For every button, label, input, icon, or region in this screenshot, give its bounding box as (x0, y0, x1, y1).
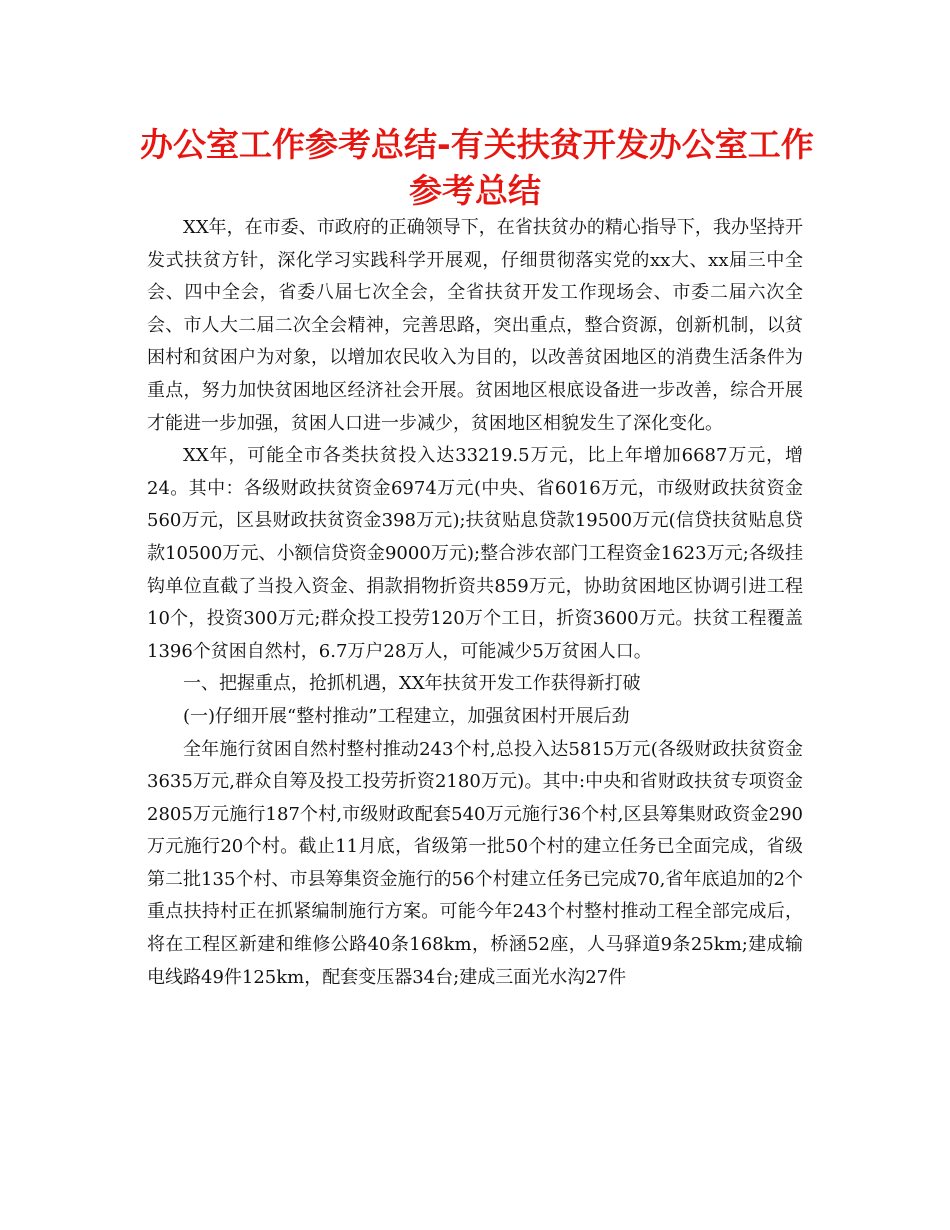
section-heading-1: 一、把握重点，抢抓机遇，XX年扶贫开发工作获得新打破 (183, 673, 641, 695)
document-title-line-2: 参考总结 (409, 171, 541, 210)
document-body (147, 212, 803, 994)
subsection-heading-1: (一)仔细开展“整村推动”工程建立，加强贫困村开展后劲 (183, 705, 630, 727)
paragraph-intro: XX年，在市委、市政府的正确领导下，在省扶贫办的精心指导下，我办坚持开发式扶贫方针，深化学习实践科学开展观，仔细贯彻落实党的xx大、xx届三中全会、四中全会，省委八届七次全会，全省扶贫开发工作现场会、市委二届六次全会、市人大二届二次全会精神，完善思路，突出重点，整合资源，创新机制，以贫困村和贫困户为对象，以增加农民收入为目的，以改善贫困地区的消费生活条件为重点，努力加快贫困地区经济社会开展。贫困地区根底设备进一步改善，综合开展才能进一步加强，贫困人口进一步减少，贫困地区相貌发生了深化变化。 (147, 217, 803, 434)
document-title-line-1: 办公室工作参考总结-有关扶贫开发办公室工作 (140, 125, 814, 164)
paragraph-investment: XX年，可能全市各类扶贫投入达33219.5万元，比上年增加6687万元，增24。其中：各级财政扶贫资金6974万元(中央、省6016万元，市级财政扶贫资金560万元，区县财政扶贫资金398万元);扶贫贴息贷款19500万元(信贷扶贫贴息贷款10500万元、小额信贷资金9000万元);整合涉农部门工程资金1623万元;各级挂钩单位直截了当投入资金、捐款捐物折资共859万元，协助贫困地区协调引进工程10个，投资300万元;群众投工投劳120万个工日，折资3600万元。扶贫工程覆盖1396个贫困自然村，6.7万户28万人，可能减少5万贫困人口。 (147, 445, 803, 662)
paragraph-village-program: 全年施行贫困自然村整村推动243个村,总投入达5815万元(各级财政扶贫资金3635万元,群众自筹及投工投劳折资2180万元)。其中:中央和省财政扶贫专项资金2805万元施行187个村,市级财政配套540万元施行36个村,区县筹集财政资金290万元施行20个村。截止11月底，省级第一批50个村的建立任务已全面完成，省级第二批135个村、市县筹集资金施行的56个村建立任务已完成70,省年底追加的2个重点扶持村正在抓紧编制施行方案。可能今年243个村整村推动工程全部完成后，将在工程区新建和维修公路40条168km，桥涵52座，人马驿道9条25km;建成输电线路49件125km，配套变压器34台;建成三面光水沟27件 (147, 738, 803, 988)
